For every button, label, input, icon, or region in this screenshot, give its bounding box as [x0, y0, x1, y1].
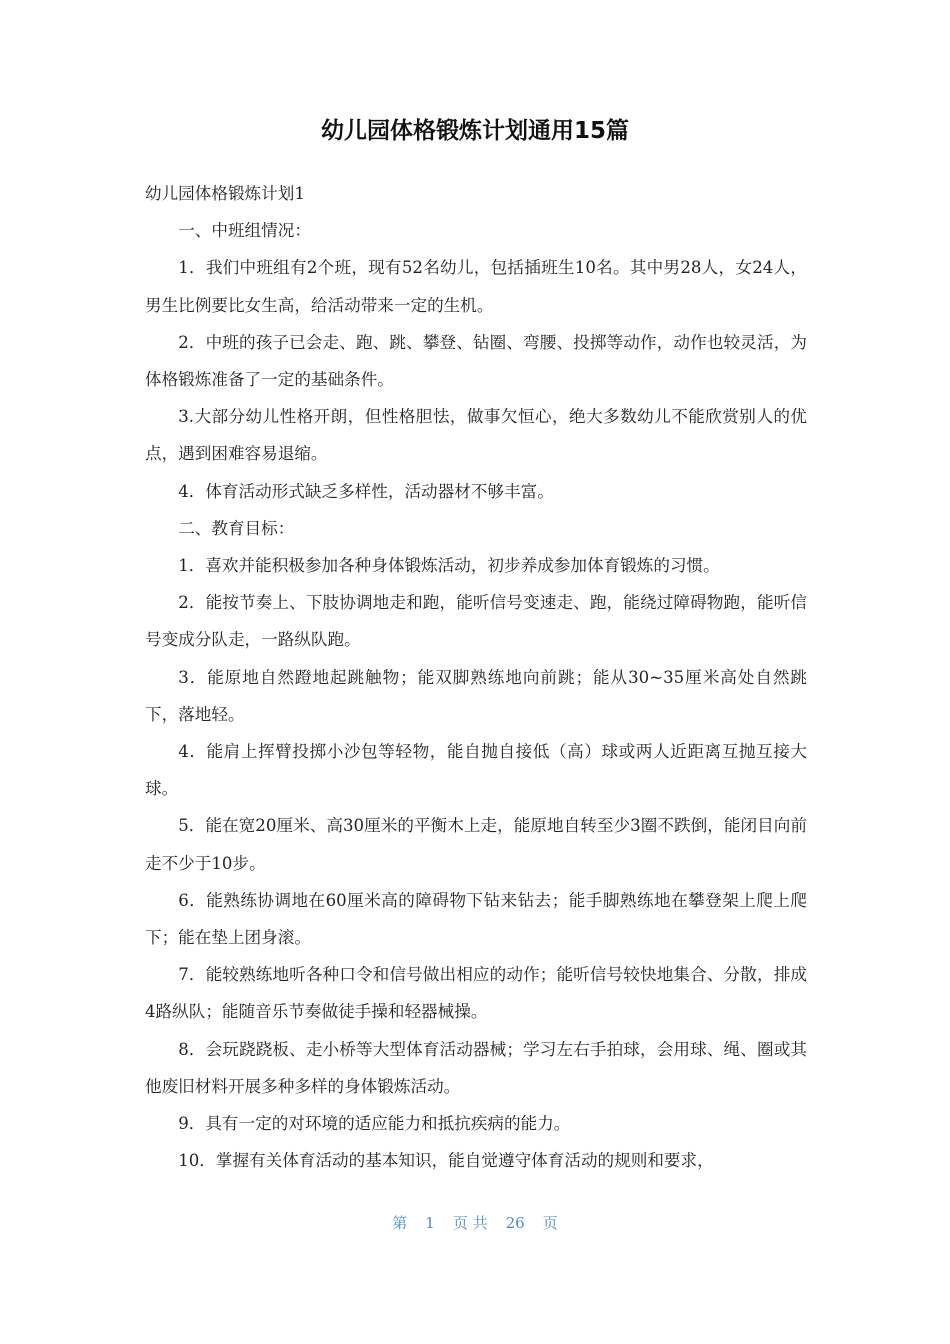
- body-paragraph: 4．体育活动形式缺乏多样性，活动器材不够丰富。: [178, 481, 554, 501]
- footer-prefix: 第: [392, 1214, 408, 1232]
- body-paragraph: 6．能熟练协调地在60厘米高的障碍物下钻来钻去；能手脚熟练地在攀登架上爬上爬下；能在垫上团身滚。: [145, 890, 807, 948]
- body-paragraph: 8．会玩跷跷板、走小桥等大型体育活动器械；学习左右手拍球，会用球、绳、圈或其他废旧材料开展多种多样的身体锻炼活动。: [145, 1039, 807, 1096]
- footer-mid: 页 共: [452, 1214, 488, 1232]
- body-paragraph: 1．我们中班组有2个班，现有52名幼儿，包括插班生10名。其中男28人，女24人，男生比例要比女生高，给活动带来一定的生机。: [145, 258, 807, 315]
- body-paragraph: 7．能较熟练地听各种口令和信号做出相应的动作；能听信号较快地集合、分散，排成4路纵队；能随音乐节奏做徒手操和轻器械操。: [145, 965, 807, 1022]
- document-body: [145, 175, 807, 1179]
- body-paragraph: 5．能在宽20厘米、高30厘米的平衡木上走，能原地自转至少3圈不跌倒，能闭目向前走不少于10步。: [145, 816, 807, 873]
- footer-total-pages: 26: [505, 1214, 525, 1232]
- section-heading: 幼儿园体格锻炼计划1: [145, 184, 305, 203]
- document-title: 幼儿园体格锻炼计划通用15篇: [320, 118, 629, 144]
- body-paragraph: 2．中班的孩子已会走、跑、跳、攀登、钻圈、弯腰、投掷等动作，动作也较灵活，为体格锻炼准备了一定的基础条件。: [145, 332, 807, 390]
- body-paragraph: 1．喜欢并能积极参加各种身体锻炼活动，初步养成参加体育锻炼的习惯。: [178, 556, 720, 576]
- body-paragraph: 二、教育目标：: [178, 518, 295, 538]
- body-paragraph: 3.大部分幼儿性格开朗，但性格胆怯，做事欠恒心，绝大多数幼儿不能欣赏别人的优点，遇到困难容易退缩。: [145, 407, 807, 464]
- body-paragraph: 2．能按节奏上、下肢协调地走和跑，能听信号变速走、跑，能绕过障碍物跑，能听信号变成分队走，一路纵队跑。: [145, 593, 807, 650]
- body-paragraph: 一、中班组情况：: [178, 221, 311, 241]
- footer-current-page: 1: [425, 1214, 435, 1232]
- body-paragraph: 9．具有一定的对环境的适应能力和抵抗疾病的能力。: [178, 1114, 571, 1134]
- footer-suffix: 页: [542, 1214, 558, 1232]
- body-paragraph: 3．能原地自然蹬地起跳触物；能双脚熟练地向前跳；能从30~35厘米高处自然跳下，落地轻。: [145, 667, 807, 724]
- body-paragraph: 10．掌握有关体育活动的基本知识，能自觉遵守体育活动的规则和要求，: [178, 1151, 714, 1171]
- body-paragraph: 4．能肩上挥臂投掷小沙包等轻物，能自抛自接低（高）球或两人近距离互抛互接大球。: [145, 742, 807, 799]
- page-footer: [0, 1211, 950, 1235]
